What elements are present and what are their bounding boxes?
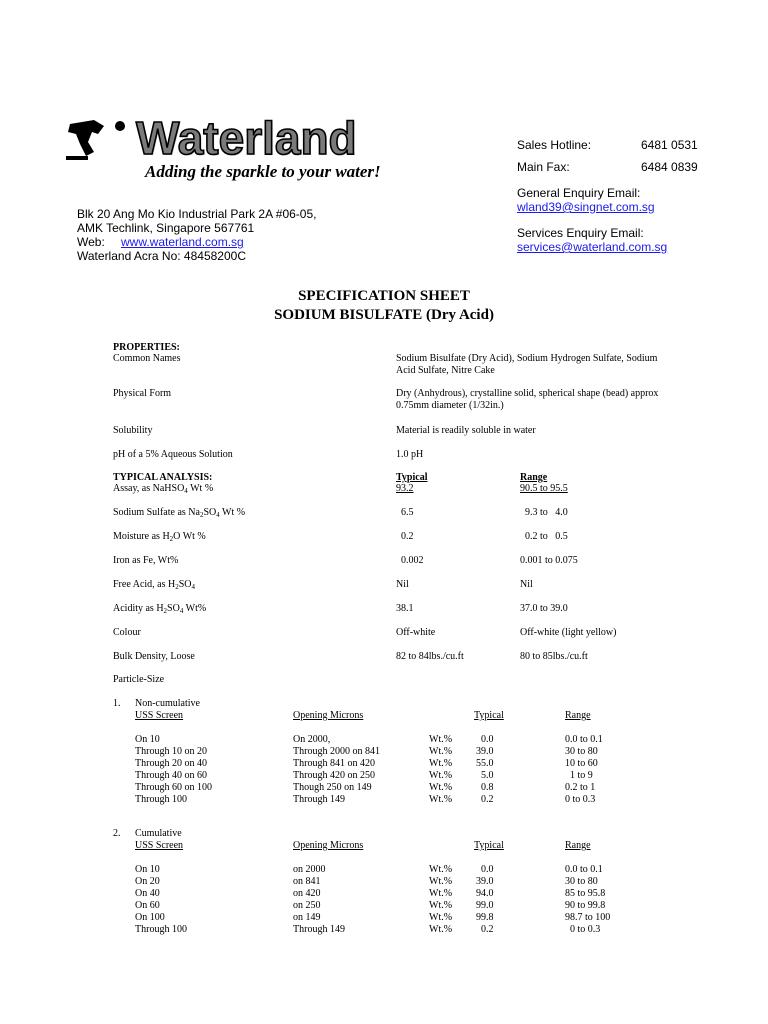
- cumulative-row-screen: Through 100: [135, 924, 187, 935]
- cumulative-range-header: Range: [565, 840, 591, 851]
- web-label: Web:: [77, 235, 105, 249]
- non-cumulative-row-range: 0.0 to 0.1: [565, 734, 603, 745]
- sales-hotline-value: 6481 0531: [641, 138, 698, 152]
- analysis-row-label: [113, 507, 245, 519]
- analysis-row-label: [113, 603, 206, 615]
- address-line-2: AMK Techlink, Singapore 567761: [77, 221, 255, 235]
- non-cumulative-row-range: 0 to 0.3: [565, 794, 596, 805]
- particle-size-label: Particle-Size: [113, 674, 165, 685]
- document-title: [0, 287, 768, 325]
- analysis-row-label-part: 2: [163, 607, 168, 615]
- cumulative-row-unit: Wt.%: [429, 888, 453, 899]
- cumulative-title: Cumulative: [135, 828, 182, 839]
- cumulative-row-range: 0 to 0.3: [565, 924, 601, 935]
- analysis-row-typical: 0.002: [396, 555, 424, 566]
- common-names-value: [396, 353, 666, 376]
- cumulative-row-screen: On 10: [135, 864, 160, 875]
- analysis-row-label-part: 4: [184, 487, 188, 495]
- analysis-row-range: Off-white (light yellow): [520, 627, 617, 638]
- non-cumulative-range-header: Range: [565, 710, 591, 721]
- non-cumulative-row-screen: Through 40 on 60: [135, 770, 207, 781]
- analysis-row-typical: 93.2: [396, 483, 414, 494]
- analysis-row-label-part: Colour: [113, 627, 141, 638]
- analysis-row-label-part: Assay, as NaHSO: [113, 483, 185, 494]
- address-line-1: Blk 20 Ang Mo Kio Industrial Park 2A #06-05,: [77, 207, 317, 221]
- cumulative-row-unit: Wt.%: [429, 912, 453, 923]
- analysis-row-label-part: Wt %: [187, 483, 214, 494]
- cumulative-row-microns: on 250: [293, 900, 321, 911]
- analysis-row-range: 0.2 to 0.5: [520, 531, 568, 542]
- tagline: Adding the sparkle to your water!: [145, 162, 381, 181]
- non-cumulative-row-screen: Through 10 on 20: [135, 746, 207, 757]
- non-cumulative-row-range: 0.2 to 1: [565, 782, 596, 793]
- analysis-row-label: [113, 651, 195, 663]
- cumulative-row-typical: 99.0: [476, 900, 494, 911]
- typical-column-header: Typical: [396, 472, 428, 483]
- analysis-row-label-part: Acidity as H: [113, 603, 164, 614]
- non-cumulative-row-microns: Through 149: [293, 794, 345, 805]
- analysis-row-label-part: 2: [199, 511, 204, 519]
- web-row: [77, 235, 316, 249]
- cumulative-row-range: 90 to 99.8: [565, 900, 606, 911]
- analysis-row-label-part: Moisture as H: [113, 531, 170, 542]
- cumulative-row-range: 85 to 95.8: [565, 888, 606, 899]
- title-line-1: SPECIFICATION SHEET: [298, 288, 470, 304]
- address-block: [77, 207, 316, 263]
- analysis-row-label: [113, 531, 206, 543]
- non-cumulative-row-typical: 39.0: [476, 746, 494, 757]
- non-cumulative-row-screen: On 10: [135, 734, 160, 745]
- analysis-row-label-part: Bulk Density, Loose: [113, 651, 195, 662]
- non-cumulative-typical-header: Typical: [474, 710, 504, 721]
- analysis-row-label-part: Iron as Fe, Wt%: [113, 555, 179, 566]
- range-column-header: Range: [520, 472, 548, 483]
- cumulative-row-unit: Wt.%: [429, 864, 453, 875]
- waterland-logo-figure-icon: [64, 112, 128, 164]
- analysis-row-typical: 6.5: [396, 507, 414, 518]
- waterland-wordmark: Waterland: [136, 112, 357, 164]
- analysis-row-label-part: SO: [203, 507, 217, 518]
- cumulative-row-microns: on 149: [293, 912, 321, 923]
- non-cumulative-row-typical: 5.0: [476, 770, 494, 781]
- common-names-label: Common Names: [113, 353, 181, 364]
- non-cumulative-row-typical: 55.0: [476, 758, 494, 769]
- cumulative-row-typical: 0.2: [476, 924, 494, 935]
- non-cumulative-row-screen: Through 20 on 40: [135, 758, 207, 769]
- website-link[interactable]: www.waterland.com.sg: [121, 235, 244, 249]
- non-cumulative-row-screen: Through 100: [135, 794, 187, 805]
- services-enquiry-email-link[interactable]: services@waterland.com.sg: [517, 240, 668, 254]
- solubility-label: Solubility: [113, 425, 153, 436]
- analysis-row-range: 80 to 85lbs./cu.ft: [520, 651, 588, 662]
- analysis-row-label: [113, 555, 178, 567]
- cumulative-row-unit: Wt.%: [429, 924, 453, 935]
- services-enquiry-label: Services Enquiry Email:: [517, 226, 644, 240]
- non-cumulative-row-typical: 0.0: [476, 734, 494, 745]
- non-cumulative-uss-screen-header: USS Screen: [135, 710, 184, 721]
- cumulative-row-typical: 94.0: [476, 888, 494, 899]
- common-names-value-line-2: Acid Sulfate, Nitre Cake: [396, 364, 495, 376]
- cumulative-row-unit: Wt.%: [429, 876, 453, 887]
- cumulative-row-screen: On 40: [135, 888, 160, 899]
- non-cumulative-row-range: 1 to 9: [565, 770, 593, 781]
- non-cumulative-row-range: 30 to 80: [565, 746, 598, 757]
- analysis-row-label: [113, 483, 213, 495]
- analysis-row-typical: 38.1: [396, 603, 414, 614]
- physical-form-value-line-1: Dry (Anhydrous), crystalline solid, spherical shape (bead) approx: [396, 388, 659, 399]
- analysis-row-label-part: O Wt %: [173, 531, 206, 542]
- typical-analysis-heading: TYPICAL ANALYSIS:: [113, 472, 213, 483]
- cumulative-opening-microns-header: Opening Microns: [293, 840, 364, 851]
- general-enquiry-email-link[interactable]: wland39@singnet.com.sg: [517, 200, 655, 214]
- cumulative-row-microns: on 841: [293, 876, 321, 887]
- non-cumulative-row-typical: 0.2: [476, 794, 494, 805]
- non-cumulative-title: Non-cumulative: [135, 698, 200, 709]
- non-cumulative-row-unit: Wt.%: [429, 746, 453, 757]
- sales-hotline-label: Sales Hotline:: [517, 138, 592, 152]
- analysis-row-label-part: SO: [178, 579, 192, 590]
- cumulative-typical-header: Typical: [474, 840, 504, 851]
- cumulative-row-unit: Wt.%: [429, 900, 453, 911]
- acra-number: Waterland Acra No: 48458200C: [77, 249, 246, 263]
- analysis-row-range: 9.3 to 4.0: [520, 507, 568, 518]
- analysis-row-label-part: Wt%: [183, 603, 207, 614]
- non-cumulative-row-unit: Wt.%: [429, 794, 453, 805]
- physical-form-label: Physical Form: [113, 388, 172, 399]
- general-enquiry-label: General Enquiry Email:: [517, 186, 641, 200]
- non-cumulative-row-unit: Wt.%: [429, 782, 453, 793]
- non-cumulative-row-microns: On 2000,: [293, 734, 331, 745]
- non-cumulative-opening-microns-header: Opening Microns: [293, 710, 364, 721]
- analysis-row-label-part: Sodium Sulfate as Na: [113, 507, 200, 518]
- cumulative-uss-screen-header: USS Screen: [135, 840, 184, 851]
- analysis-row-typical: 0.2: [396, 531, 414, 542]
- non-cumulative-row-range: 10 to 60: [565, 758, 598, 769]
- analysis-row-range: 90.5 to 95.5: [520, 483, 568, 494]
- physical-form-value: [396, 388, 666, 411]
- non-cumulative-row-microns: Though 250 on 149: [293, 782, 372, 793]
- cumulative-number: 2.: [113, 828, 121, 839]
- main-fax-label: Main Fax:: [517, 160, 570, 174]
- analysis-row-label: [113, 627, 141, 639]
- cumulative-row-screen: On 100: [135, 912, 165, 923]
- non-cumulative-row-unit: Wt.%: [429, 770, 453, 781]
- analysis-row-label-part: Free Acid, as H: [113, 579, 176, 590]
- properties-heading: PROPERTIES:: [113, 342, 180, 353]
- non-cumulative-row-microns: Through 841 on 420: [293, 758, 375, 769]
- cumulative-row-screen: On 20: [135, 876, 160, 887]
- analysis-row-label-part: 2: [175, 583, 179, 591]
- analysis-row-label-part: 4: [179, 607, 184, 615]
- non-cumulative-row-microns: Through 420 on 250: [293, 770, 375, 781]
- physical-form-value-line-2: 0.75mm diameter (1/32in.): [396, 399, 504, 411]
- ph-value: 1.0 pH: [396, 449, 424, 460]
- analysis-row-typical: 82 to 84lbs./cu.ft: [396, 651, 464, 662]
- analysis-row-label-part: Wt %: [219, 507, 246, 518]
- analysis-row-label: [113, 579, 195, 591]
- cumulative-row-range: 30 to 80: [565, 876, 598, 887]
- cumulative-row-typical: 99.8: [476, 912, 494, 923]
- non-cumulative-row-typical: 0.8: [476, 782, 494, 793]
- non-cumulative-number: 1.: [113, 698, 121, 709]
- non-cumulative-row-microns: Through 2000 on 841: [293, 746, 380, 757]
- non-cumulative-row-unit: Wt.%: [429, 734, 453, 745]
- cumulative-row-range: 98.7 to 100: [565, 912, 611, 923]
- analysis-row-typical: Off-white: [396, 627, 436, 638]
- analysis-row-label-part: 2: [169, 535, 174, 543]
- analysis-row-label-part: 4: [191, 583, 196, 591]
- analysis-row-label-part: 4: [216, 511, 220, 519]
- common-names-value-line-1: Sodium Bisulfate (Dry Acid), Sodium Hydrogen Sulfate, Sodium: [396, 353, 658, 364]
- analysis-row-range: 0.001 to 0.075: [520, 555, 578, 566]
- solubility-value: Material is readily soluble in water: [396, 425, 536, 436]
- ph-label: pH of a 5% Aqueous Solution: [113, 449, 233, 460]
- cumulative-row-range: 0.0 to 0.1: [565, 864, 603, 875]
- analysis-row-typical: Nil: [396, 579, 409, 590]
- cumulative-row-typical: 0.0: [476, 864, 494, 875]
- cumulative-row-screen: On 60: [135, 900, 160, 911]
- cumulative-row-microns: Through 149: [293, 924, 345, 935]
- cumulative-row-typical: 39.0: [476, 876, 494, 887]
- cumulative-row-microns: on 2000: [293, 864, 326, 875]
- cumulative-row-microns: on 420: [293, 888, 321, 899]
- analysis-row-label-part: SO: [167, 603, 180, 614]
- non-cumulative-row-unit: Wt.%: [429, 758, 453, 769]
- analysis-row-range: 37.0 to 39.0: [520, 603, 568, 614]
- title-line-2: SODIUM BISULFATE (Dry Acid): [274, 307, 494, 323]
- main-fax-value: 6484 0839: [641, 160, 698, 174]
- non-cumulative-row-screen: Through 60 on 100: [135, 782, 212, 793]
- analysis-row-range: Nil: [520, 579, 533, 590]
